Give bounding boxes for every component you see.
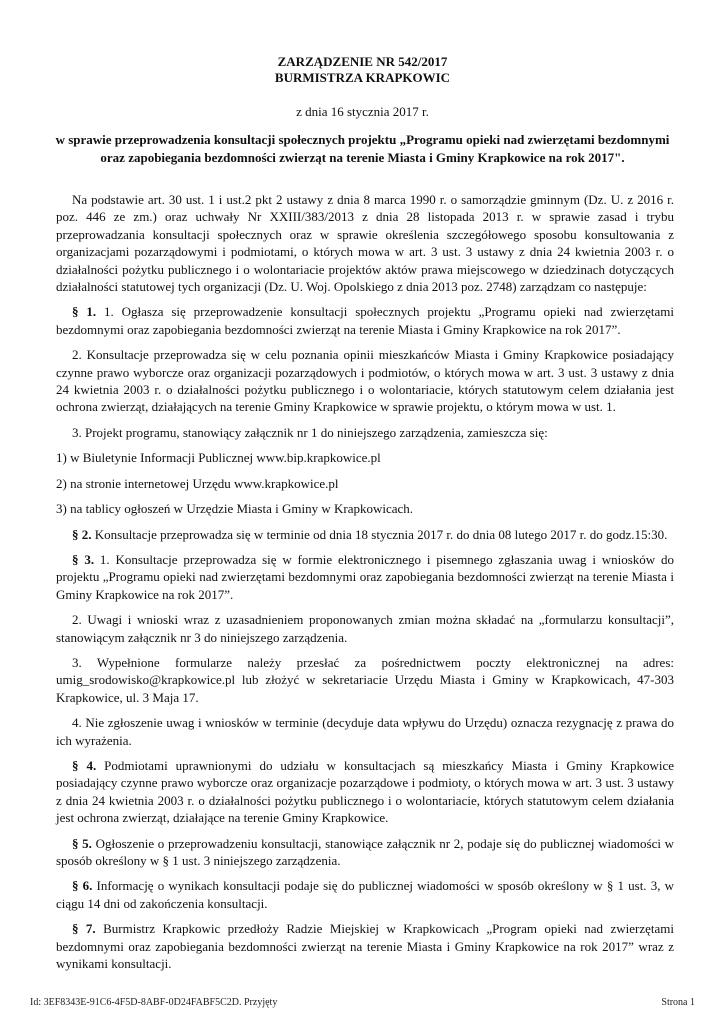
- section-6-text: Informację o wynikach konsultacji podaje się do publicznej wiadomości w sposób określony w § 1 ust. 3, w ciągu 14 dni od zakończenia konsultacji.: [56, 878, 674, 911]
- section-5-mark: § 5.: [72, 835, 92, 851]
- section-7-mark: § 7.: [72, 921, 96, 937]
- section-1-mark: § 1.: [72, 304, 97, 320]
- footer-document-id: Id: 3EF8343E-91C6-4F5D-8ABF-0D24FABF5C2D. Przyjęty: [30, 997, 278, 1008]
- section-4: [56, 757, 674, 827]
- section-2-mark: § 2.: [72, 526, 92, 542]
- section-6: [56, 877, 674, 912]
- document-title: ZARZĄDZENIE NR 542/2017: [277, 54, 448, 69]
- section-1-list-item-3: 3) na tablicy ogłoszeń w Urzędzie Miasta i Gminy w Krapkowicach.: [56, 501, 414, 517]
- section-3-paragraph-3: 3. Wypełnione formularze należy przesłać za pośrednictwem poczty elektronicznej na adres: umig_srodowisko@krapkowice.pl lub złożyć w sekretariacie Urzędu Miasta i Gminy w Krapkowicach, 47-303 Krapkowice, ul. 3 Maja 17.: [56, 654, 674, 705]
- section-3-mark: § 3.: [72, 551, 95, 567]
- section-1-paragraph-3: 3. Projekt programu, stanowiący załącznik nr 1 do niniejszego zarządzenia, zamieszcza się:: [72, 424, 548, 440]
- preamble: Na podstawie art. 30 ust. 1 i ust.2 pkt 2 ustawy z dnia 8 marca 1990 r. o samorządzie gminnym (Dz. U. z 2016 r. poz. 446 ze zm.) oraz uchwały Nr XXIII/383/2013 z dnia 28 listopada 2013 r. w sprawie zasad i trybu przeprowadzania konsultacji społecznych oraz w sprawie określenia szczegółowego sposobu konsultowania z organizacjami pozarządowymi i podmiotami, o których mowa w art. 3 ust. 3 ustawy z dnia 24 kwietnia 2003 r. o działalności pożytku publicznego i o wolontariacie projektów aktów prawa miejscowego w dziedzinach dotyczących działalności statutowej tych organizacji (Dz. U. Woj. Opolskiego z dnia 2013 poz. 2748) zarządzam co następuje:: [56, 192, 674, 295]
- document-body: [56, 191, 674, 972]
- section-4-text: Podmiotami uprawnionymi do udziału w konsultacjach są mieszkańcy Miasta i Gminy Krapkowice posiadający czynne prawo wyborcze oraz organizacje pozarządowe i podmioty, o których mowa w art. 3 ust. 3 ustawy z dnia 24 kwietnia 2003 r. o działalności pożytku publicznego i o wolontariacie, których statutowym celem działania jest ochrona zwierząt, działające na terenie Gminy Krapkowice.: [56, 757, 675, 826]
- section-5-text: Ogłoszenie o przeprowadzeniu konsultacji, stanowiące załącznik nr 2, podaje się do publicznej wiadomości w sposób określony w § 1 ust. 3 niniejszego zarządzenia.: [56, 835, 675, 868]
- document-date: z dnia 16 stycznia 2017 r.: [296, 104, 429, 119]
- section-1-list-item-1: 1) w Biuletynie Informacji Publicznej www.bip.krapkowice.pl: [56, 450, 381, 466]
- section-4-mark: § 4.: [72, 757, 97, 773]
- section-7: [56, 920, 674, 972]
- section-6-mark: § 6.: [72, 878, 93, 894]
- footer-page-number: Strona 1: [661, 997, 695, 1008]
- section-1-paragraph-2: 2. Konsultacje przeprowadza się w celu poznania opinii mieszkańców Miasta i Gminy Krapkowice posiadający czynne prawo wyborcze oraz organizacji pozarządowych i podmiotów, o których mowa w art. 3 ust. 3 ustawy z dnia 24 kwietnia 2003 r. o działalności pożytku publicznego i o wolontariacie, których statutowym celem działania jest ochrona zwierząt, działających na terenie Gminy Krapkowice w sprawie projektu, o którym mowa w ust. 1.: [56, 347, 674, 415]
- section-3-paragraph-4: 4. Nie zgłoszenie uwag i wniosków w terminie (decyduje data wpływu do Urzędu) oznacza rezygnację z prawa do ich wyrażenia.: [56, 715, 674, 748]
- section-2: [56, 526, 674, 543]
- section-2-text: Konsultacje przeprowadza się w terminie od dnia 18 stycznia 2017 r. do dnia 08 lutego 2017 r. do godz.15:30.: [91, 526, 668, 542]
- section-1-paragraph-1: [56, 303, 674, 338]
- document-subject: w sprawie przeprowadzenia konsultacji społecznych projektu „Programu opieki nad zwierzętami bezdomnymi oraz zapobiegania bezdomności zwierząt na terenie Miasta i Gminy Krapkowice na rok 2017".: [55, 132, 670, 165]
- section-3-paragraph-2: 2. Uwagi i wnioski wraz z uzasadnieniem proponowanych zmian można składać na „formularzu konsultacji”, stanowiącym załącznik nr 3 do niniejszego zarządzenia.: [56, 612, 674, 645]
- section-7-text: Burmistrz Krapkowic przedłoży Radzie Miejskiej w Krapkowicach „Program opieki nad zwierzętami bezdomnymi oraz zapobiegania bezdomności zwierząt na terenie Miasta i Gminy Krapkowice na rok 2017” wraz z wynikami konsultacji.: [56, 921, 674, 972]
- document-issuer: BURMISTRZA KRAPKOWIC: [274, 70, 451, 85]
- section-3-paragraph-1: [56, 551, 674, 603]
- section-3-text: 1. Konsultacje przeprowadza się w formie elektronicznego i pisemnego zgłaszania uwag i wniosków do projektu „Programu opieki nad zwierzętami bezdomnymi oraz zapobiegania bezdomności zwierząt na terenie Miasta i Gminy Krapkowice na rok 2017”.: [56, 551, 675, 602]
- section-1-list-item-2: 2) na stronie internetowej Urzędu www.krapkowice.pl: [56, 475, 339, 491]
- section-1-text: 1. Ogłasza się przeprowadzenie konsultacji społecznych projektu „Programu opieki nad zwierzętami bezdomnymi oraz zapobiegania bezdomności zwierząt na terenie Miasta i Gminy Krapkowice na rok 2017”.: [56, 304, 674, 337]
- section-5: [56, 835, 674, 870]
